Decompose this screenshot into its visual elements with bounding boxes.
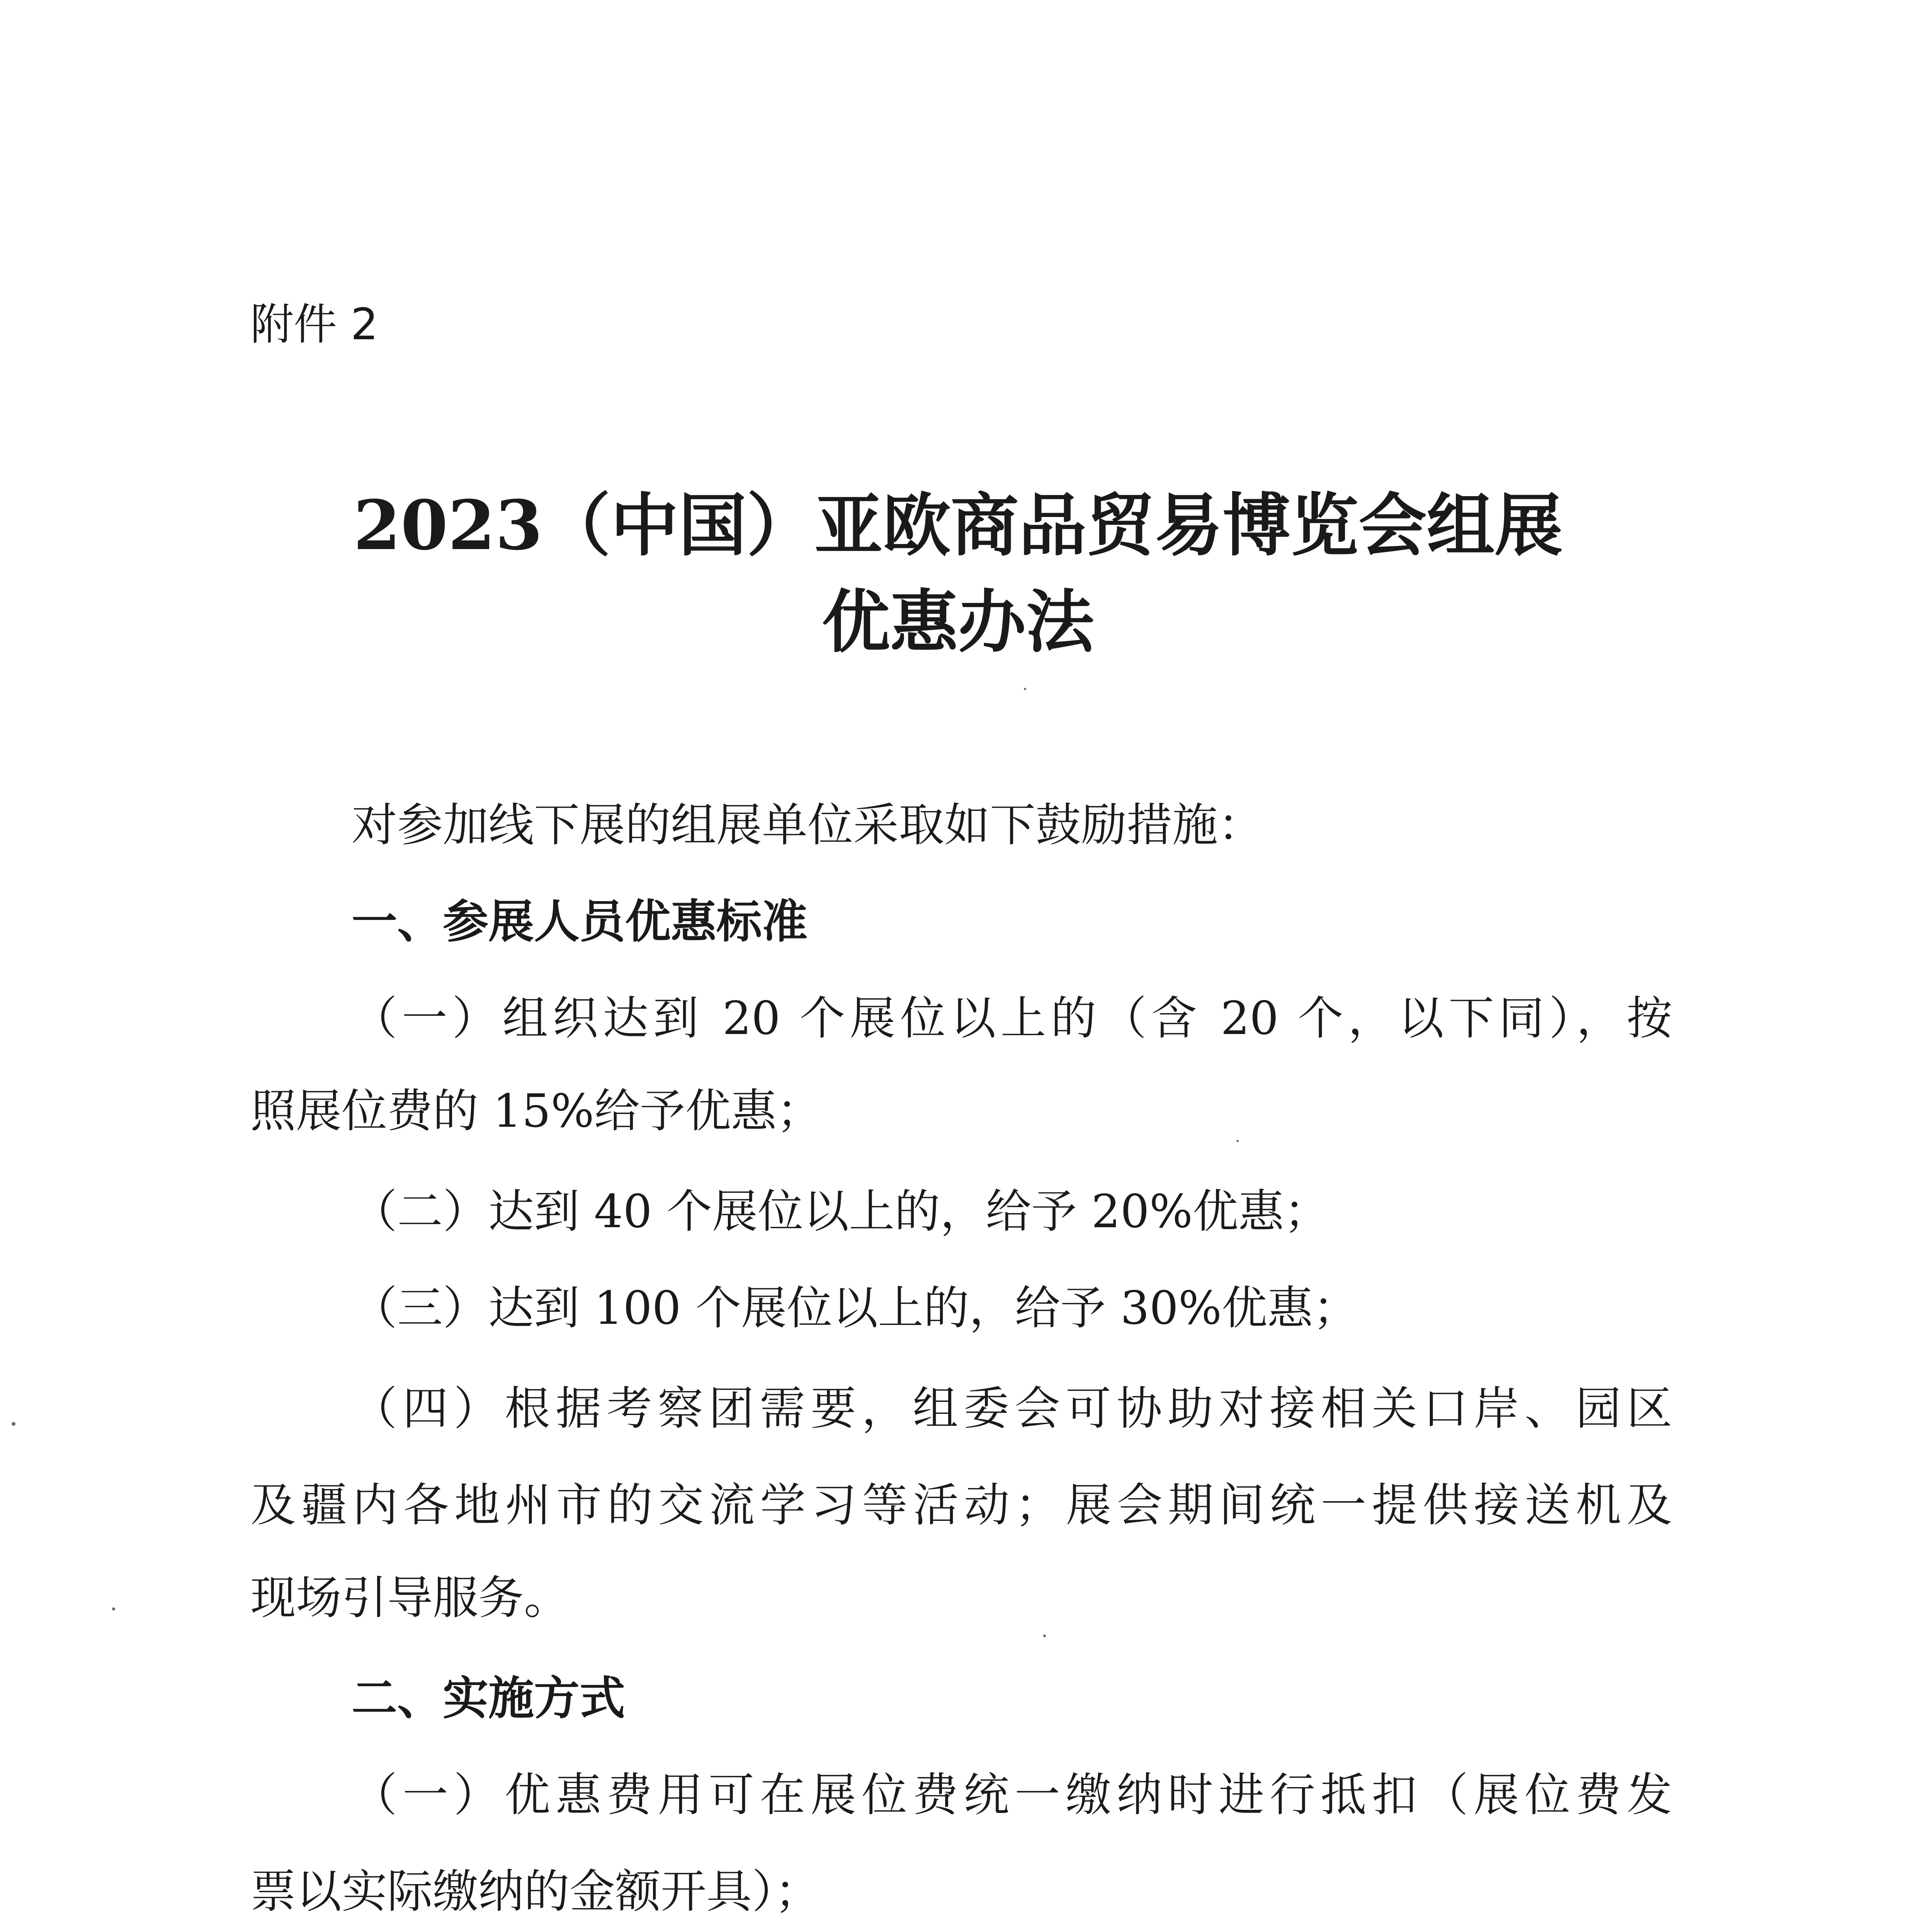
scan-speck	[112, 1607, 115, 1611]
section-1-item-4-line-3: 现场引导服务。	[250, 1571, 570, 1624]
attachment-label: 附件 2	[250, 299, 378, 350]
scan-speck	[12, 1422, 15, 1426]
section-1-item-1-line-1: （一）组织达到 20 个展位以上的（含 20 个，以下同），按	[352, 992, 1672, 1045]
section-2-item-1-line-2: 票以实际缴纳的金额开具）；	[250, 1865, 821, 1918]
section-1-item-1-line-2: 照展位费的 15%给予优惠；	[250, 1084, 822, 1138]
document-title-line-2: 优惠办法	[822, 582, 1094, 662]
intro-paragraph: 对参加线下展的组展单位采取如下鼓励措施：	[352, 798, 1264, 852]
section-2-heading: 二、实施方式	[352, 1672, 626, 1725]
section-1-item-4-line-2: 及疆内各地州市的交流学习等活动；展会期间统一提供接送机及	[250, 1478, 1672, 1532]
scan-speck	[1024, 688, 1026, 690]
section-1-item-3: （三）达到 100 个展位以上的，给予 30%优惠；	[352, 1281, 1359, 1335]
scan-speck	[1043, 1634, 1046, 1637]
section-1-item-2: （二）达到 40 个展位以上的，给予 20%优惠；	[352, 1185, 1329, 1238]
scan-speck	[1236, 1140, 1239, 1142]
section-1-item-4-line-1: （四）根据考察团需要，组委会可协助对接相关口岸、园区	[352, 1382, 1672, 1435]
document-title-line-1: 2023（中国）亚欧商品贸易博览会组展	[353, 485, 1563, 565]
section-2-item-1-line-1: （一）优惠费用可在展位费统一缴纳时进行抵扣（展位费发	[352, 1768, 1672, 1821]
section-1-heading: 一、参展人员优惠标准	[352, 895, 808, 948]
